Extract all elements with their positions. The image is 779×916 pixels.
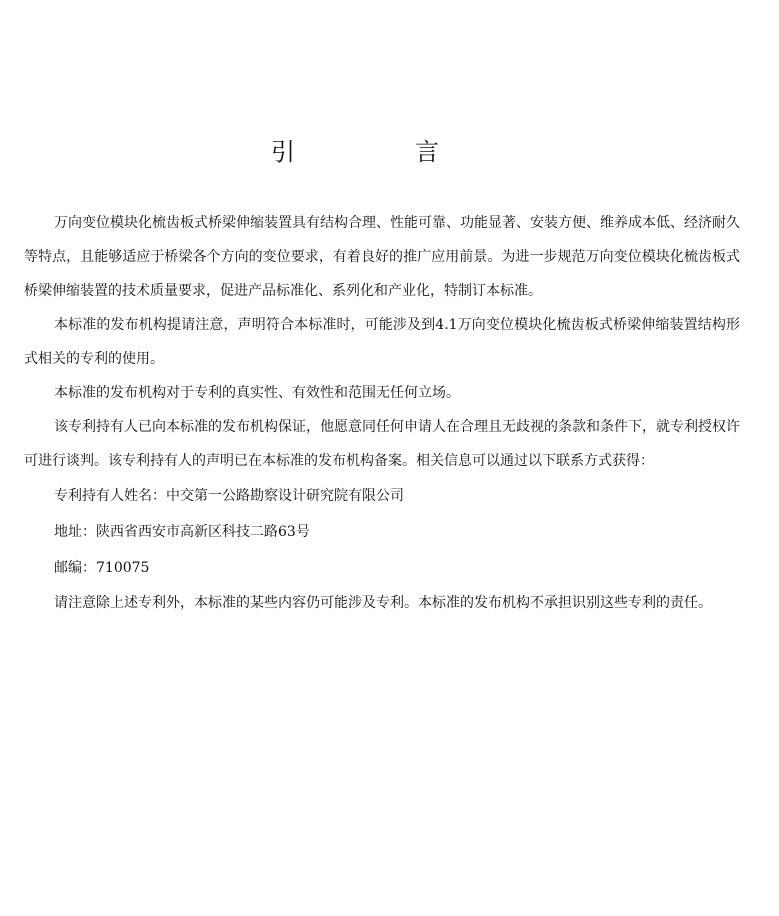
- intro-paragraph: 万向变位模块化梳齿板式桥梁伸缩装置具有结构合理、性能可靠、功能显著、安装方便、维养成本低、经济耐久等特点，且能够适应于桥梁各个方向的变位要求，有着良好的推广应用前景。为进一步规范万向变位模块化梳齿板式桥梁伸缩装置的技术质量要求，促进产品标准化、系列化和产业化，特制订本标准。: [24, 215, 740, 299]
- document-body: [24, 206, 740, 620]
- closing-paragraph: 请注意除上述专利外，本标准的某些内容仍可能涉及专利。本标准的发布机构不承担识别这些专利的责任。: [54, 595, 712, 611]
- patent-holder-line: 专利持有人姓名：中交第一公路勘察设计研究院有限公司: [54, 488, 404, 504]
- page-title: 引 言: [271, 138, 487, 166]
- patent-position-paragraph: 本标准的发布机构对于专利的真实性、有效性和范围无任何立场。: [54, 385, 460, 401]
- postcode-line: 邮编：710075: [54, 560, 150, 576]
- address-line: 地址：陕西省西安市高新区科技二路63号: [54, 524, 310, 540]
- patent-notice-paragraph: 本标准的发布机构提请注意，声明符合本标准时，可能涉及到4.1万向变位模块化梳齿板式桥梁伸缩装置结构形式相关的专利的使用。: [24, 317, 740, 367]
- patent-license-paragraph: 该专利持有人已向本标准的发布机构保证，他愿意同任何申请人在合理且无歧视的条款和条件下，就专利授权许可进行谈判。该专利持有人的声明已在本标准的发布机构备案。相关信息可以通过以下联系方式获得：: [24, 419, 740, 469]
